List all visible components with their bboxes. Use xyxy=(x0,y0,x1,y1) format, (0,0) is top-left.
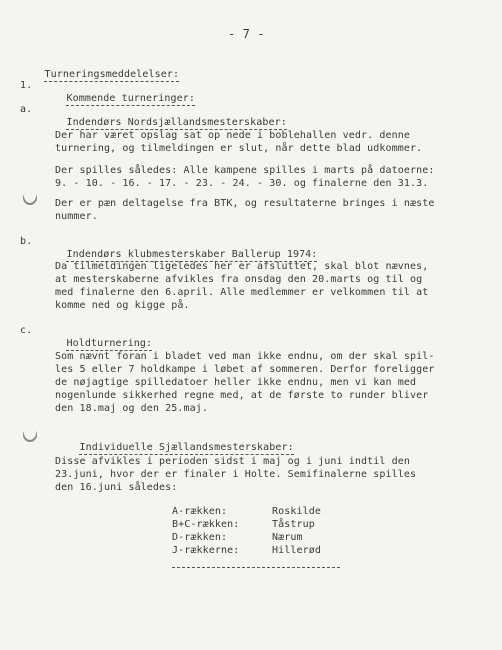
section-c-title-text: Holdturnering: xyxy=(66,338,153,349)
table-row-venue: Roskilde xyxy=(272,506,321,517)
section-1-marker: 1. xyxy=(20,80,33,91)
section-b-title-text: Indendørs klubmesterskaber Ballerup 1974: xyxy=(66,249,318,260)
section-a-line: Der spilles således: Alle kampene spilles i marts på datoerne: xyxy=(55,165,435,176)
section-b-line: komme ned og kigge på. xyxy=(55,300,190,311)
section-a-line: turnering, og tilmeldingen er slut, når dette blad udkommer. xyxy=(55,143,423,154)
section-a-title-text: Indendørs Nordsjællandsmesterskaber: xyxy=(66,117,287,128)
section-c-line: Som nævnt foran i bladet ved man ikke endnu, om der skal spil- xyxy=(55,351,435,362)
section-b-line: med finalerne den 6.april. Alle medlemmer er velkommen til at xyxy=(55,287,429,298)
table-row-label: A-rækken: xyxy=(172,506,228,517)
section-b-marker: b. xyxy=(20,236,33,247)
section-b-line: Da tilmeldingen ligeledes her er afsluttet, skal blot nævnes, xyxy=(55,261,429,272)
section-b-line: at mesterskaberne afvikles fra onsdag den 20.marts og til og xyxy=(55,274,423,285)
punch-hole-mark xyxy=(20,188,40,208)
closing-rule xyxy=(172,567,340,568)
section-c-line: nogenlunde sikkerhed regne med, at de første to runder bliver xyxy=(55,390,429,401)
section-c-marker: c. xyxy=(20,325,33,336)
section-c-line: de nøjagtige spilledatoer heller ikke endnu, men vi kan med xyxy=(55,377,417,388)
section-a-line: 9. - 10. - 16. - 17. - 23. - 24. - 30. og finalerne den 31.3. xyxy=(55,178,429,189)
section-a-line: Der er pæn deltagelse fra BTK, og resultaterne bringes i næste xyxy=(55,198,435,209)
page-number: - 7 - xyxy=(228,27,265,41)
table-row-label: J-rækkerne: xyxy=(172,545,240,556)
table-row-venue: Hillerød xyxy=(272,545,321,556)
section-1-title-text: Kommende turneringer: xyxy=(66,93,196,104)
table-row-label: D-rækken: xyxy=(172,532,228,543)
section-d-line: Disse afvikles i perioden sidst i maj og i juni indtil den xyxy=(55,456,410,467)
section-d-title-text: Individuelle Sjællandsmesterskaber: xyxy=(79,442,294,453)
section-a-marker: a. xyxy=(20,104,33,115)
section-c-line: den 18.maj og den 25.maj. xyxy=(55,403,209,414)
section-a-line: nummer. xyxy=(55,211,98,222)
section-d-line: 23.juni, hvor der er finaler i Holte. Semifinalerne spilles xyxy=(55,469,417,480)
section-c-line: les 5 eller 7 holdkampe i løbet af sommeren. Derfor foreligger xyxy=(55,364,435,375)
section-a-line: Der har været opslag sat op nede i boblehallen vedr. denne xyxy=(55,130,410,141)
punch-hole-mark xyxy=(20,425,40,445)
table-row-label: B+C-rækken: xyxy=(172,519,240,530)
table-row-venue: Tåstrup xyxy=(272,519,315,530)
section-d-line: den 16.juni således: xyxy=(55,482,178,493)
table-row-venue: Nærum xyxy=(272,532,303,543)
page-heading-text: Turneringsmeddelelser: xyxy=(44,69,180,80)
